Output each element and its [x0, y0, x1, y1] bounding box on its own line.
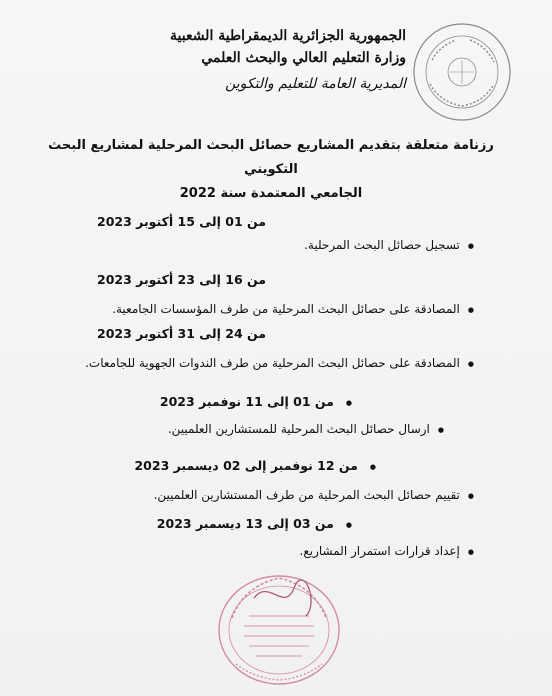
- schedule-task: ● إعداد قرارات استمرار المشاريع.: [300, 544, 474, 558]
- schedule-date: ● من 03 إلى 13 ديسمبر 2023: [157, 516, 352, 531]
- republic-name: الجمهورية الجزائرية الديمقراطية الشعبية: [169, 28, 406, 44]
- official-stamp-bottom: [214, 568, 344, 688]
- schedule-date: من 24 إلى 31 أكتوبر 2023: [97, 326, 266, 341]
- directorate-name: المديرية العامة للتعليم والتكوين: [225, 76, 406, 92]
- official-stamp-top: [410, 20, 514, 124]
- title-line-1: رزنامة متعلقة بتقديم المشاريع حصائل البحث المرحلية لمشاريع البحث التكويني: [48, 138, 494, 177]
- schedule-task: ● المصادقة على حصائل البحث المرحلية من طرف المؤسسات الجامعية.: [112, 302, 474, 316]
- schedule-date: من 01 إلى 15 أكتوبر 2023: [97, 214, 266, 229]
- schedule-task: ● ارسال حصائل البحث المرحلية للمستشارين العلميين.: [168, 422, 444, 436]
- ministry-name: وزارة التعليم العالي والبحث العلمي: [201, 50, 406, 66]
- schedule-task: ● تسجيل حصائل البحث المرحلية.: [304, 238, 474, 252]
- schedule-task: ● تقييم حصائل البحث المرحلية من طرف المستشارين العلميين.: [154, 488, 474, 502]
- schedule-date: ● من 01 إلى 11 نوفمبر 2023: [160, 394, 352, 409]
- letterhead: [170, 28, 406, 92]
- schedule-date: ● من 12 نوفمبر إلى 02 ديسمبر 2023: [134, 458, 376, 473]
- title-line-2: الجامعي المعتمدة سنة 2022: [179, 186, 363, 201]
- schedule-task: ● المصادقة على حصائل البحث المرحلية من طرف الندوات الجهوية للجامعات.: [85, 356, 474, 370]
- schedule-date: من 16 إلى 23 أكتوبر 2023: [97, 272, 266, 287]
- document-title: [30, 134, 512, 206]
